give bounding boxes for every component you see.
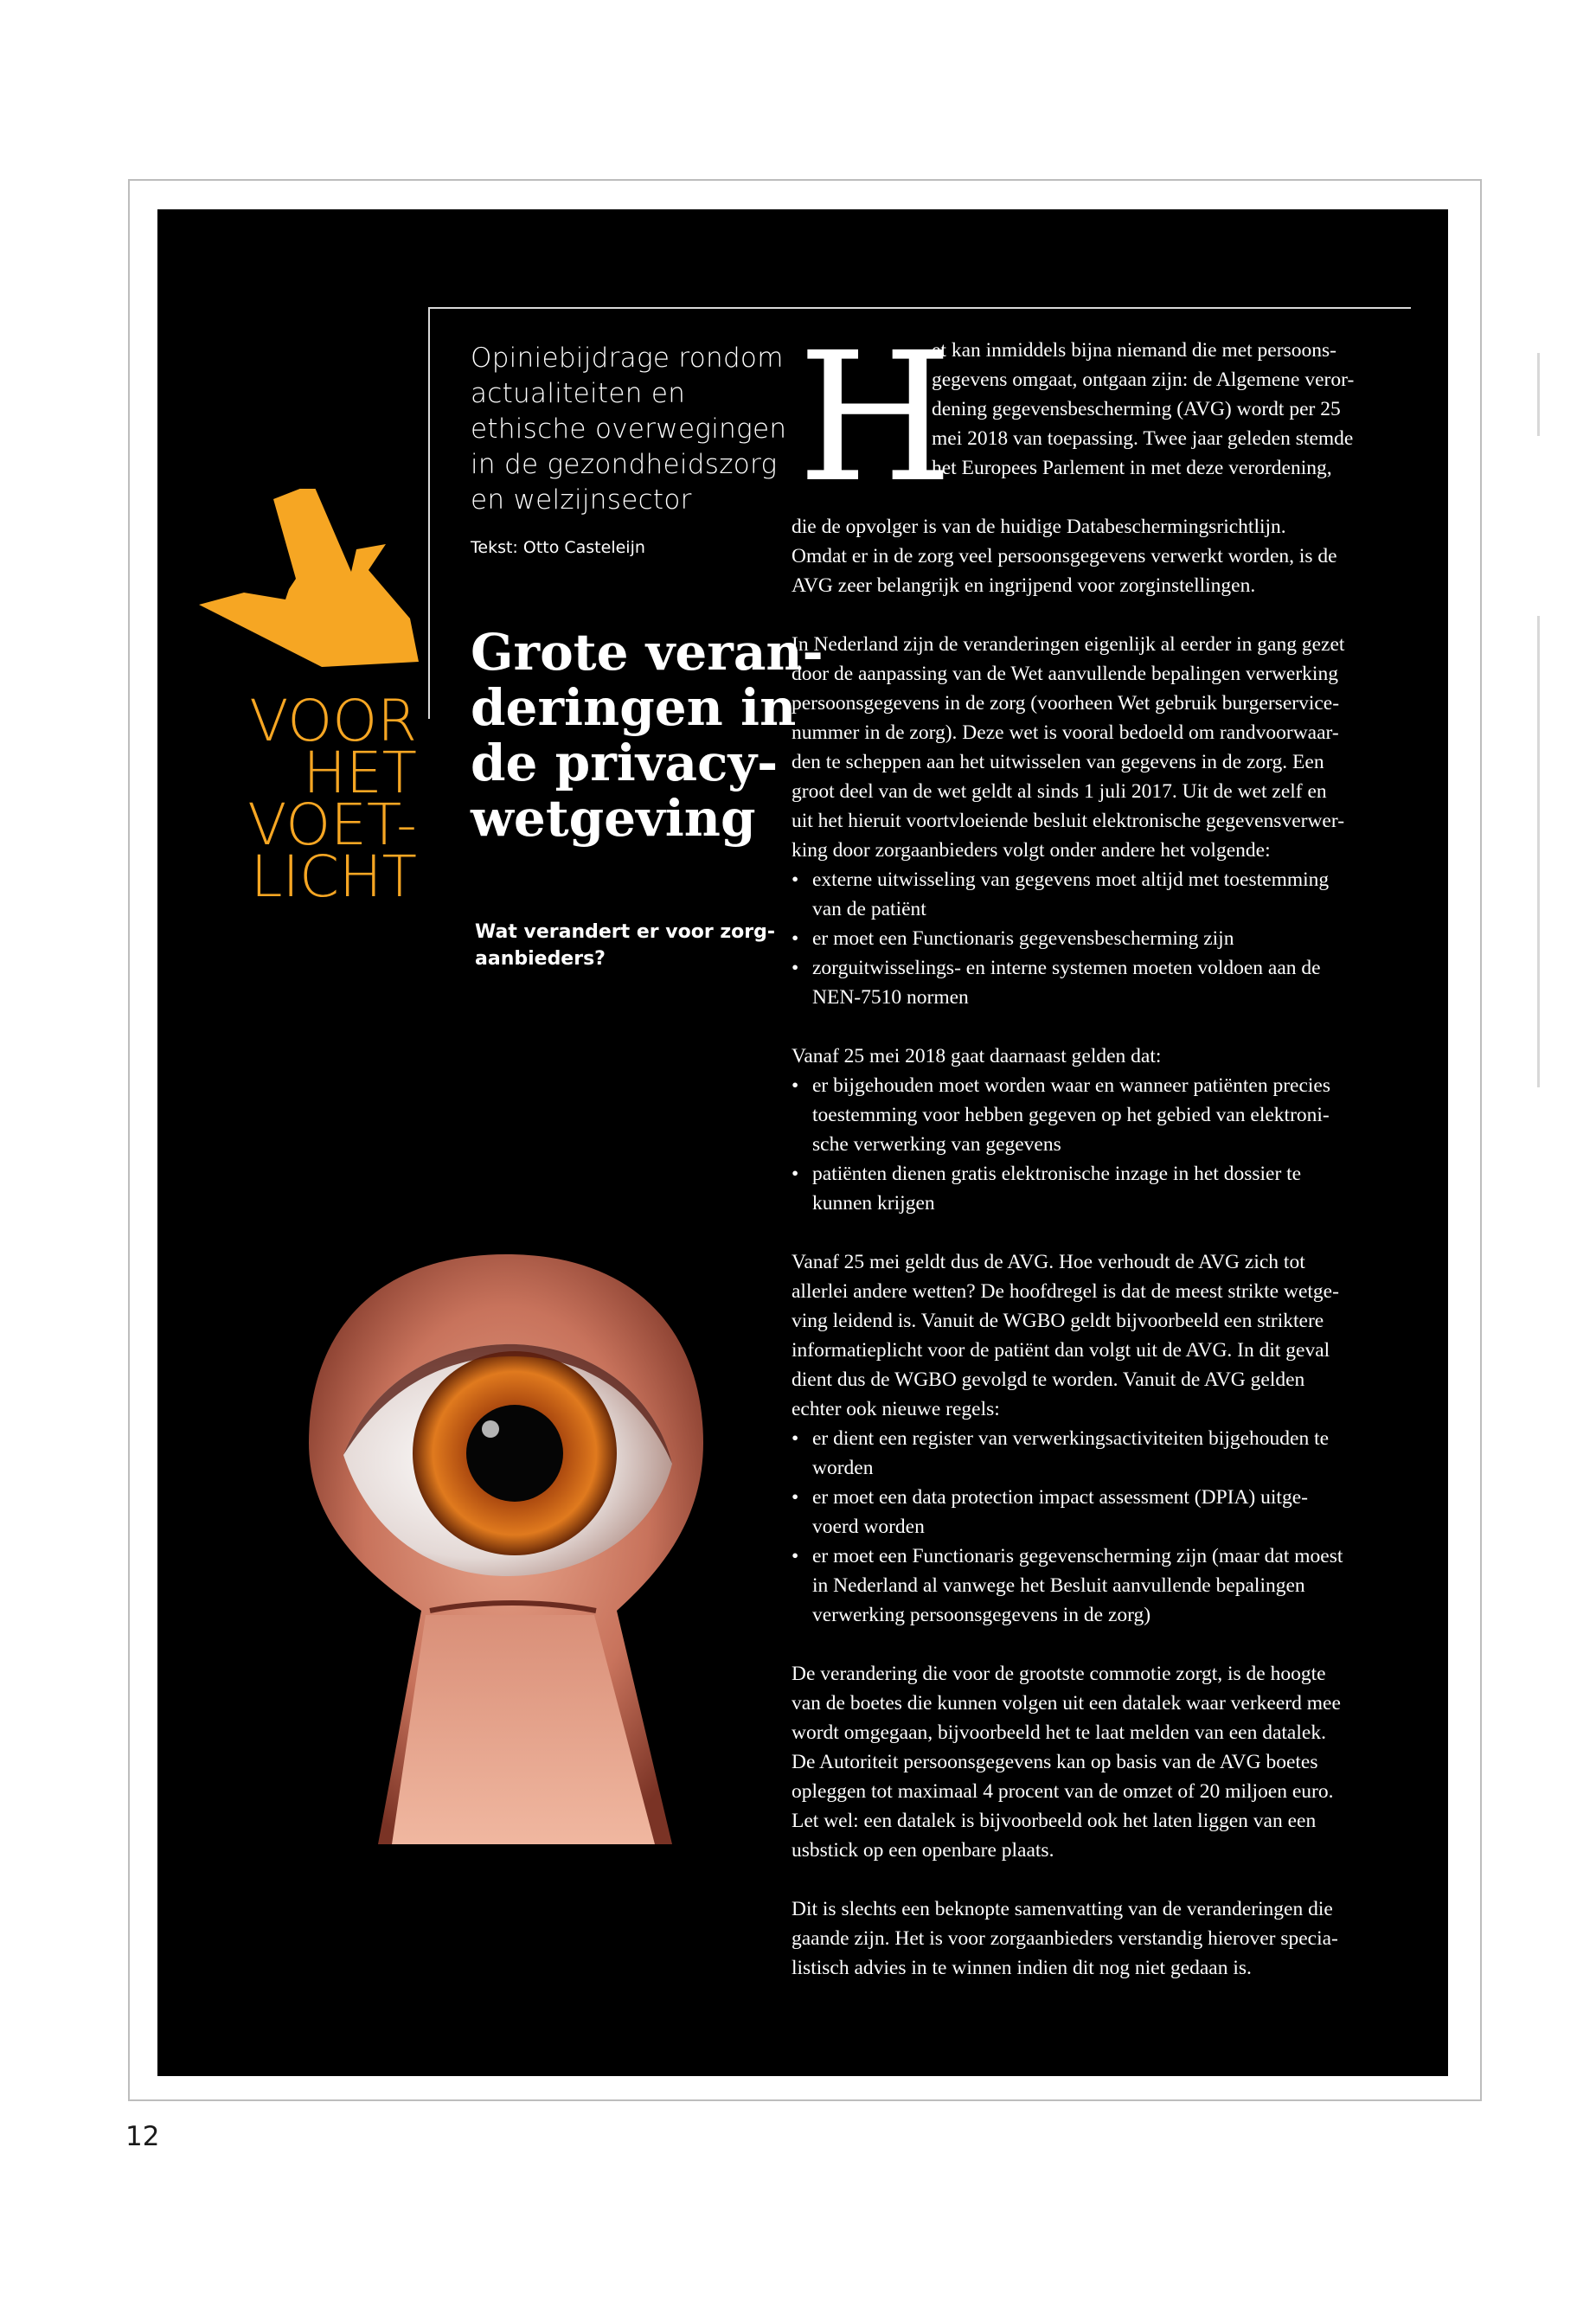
section-label-line: LICHT <box>250 843 417 910</box>
bullet-continuation <box>792 1453 1344 1483</box>
bullet-icon: • <box>792 1074 799 1097</box>
body-line: De verandering die voor de grootste commotie zorgt, is de hoogte <box>792 1663 1326 1685</box>
section-label-line: VOET- <box>247 792 417 858</box>
bullet-text: toestemming voor hebben gegeven op het gebied van elektroni- <box>812 1104 1330 1126</box>
bullet-continuation <box>792 1571 1344 1600</box>
top-rule <box>428 307 1411 309</box>
bullet-item <box>792 1424 1344 1453</box>
section-label-line: VOOR <box>249 688 417 754</box>
bullet-continuation <box>792 894 1344 924</box>
deck <box>471 341 787 518</box>
body-line: Dit is slechts een beknopte samenvatting van de veranderingen die <box>792 1898 1333 1920</box>
deck-line: actualiteiten en <box>471 378 686 409</box>
article-body <box>792 512 1344 1983</box>
keyhole-eye-illustration <box>309 1247 703 1844</box>
body-line: wordt omgegaan, bijvoorbeeld het te laat melden van een datalek. <box>792 1721 1326 1744</box>
bullet-continuation <box>792 1512 1344 1541</box>
drop-cap: H <box>798 314 953 522</box>
bullet-icon: • <box>792 1427 799 1450</box>
bullet-continuation <box>792 983 1344 1012</box>
bullet-text: NEN-7510 normen <box>812 986 969 1009</box>
body-line: echter ook nieuwe regels: <box>792 1398 1000 1420</box>
bullet-icon: • <box>792 1545 799 1567</box>
bullet-icon: • <box>792 1163 799 1185</box>
subhead-line: Wat verandert er voor zorg- <box>475 921 775 943</box>
section-label-line: HET <box>303 740 417 806</box>
bullet-text: er moet een data protection impact assessment (DPIA) uitge- <box>812 1486 1308 1509</box>
deck-line: Opiniebijdrage rondom <box>471 343 784 374</box>
bullet-item <box>792 1483 1344 1512</box>
title-line: Grote veran- <box>471 623 824 682</box>
title-line: de privacy- <box>471 734 779 792</box>
body-line: Vanaf 25 mei geldt dus de AVG. Hoe verhoudt de AVG zich tot <box>792 1251 1305 1273</box>
body-line: allerlei andere wetten? De hoofdregel is dat de meest strikte wetge- <box>792 1280 1339 1303</box>
title-line: wetgeving <box>471 789 756 848</box>
bullet-continuation <box>792 1100 1344 1130</box>
body-line: Omdat er in de zorg veel persoonsgegevens verwerkt worden, is de <box>792 545 1337 567</box>
subhead-line: aanbieders? <box>475 948 606 970</box>
side-rule <box>428 307 430 719</box>
bullet-text: in Nederland al vanwege het Besluit aanvullende bepalingen <box>812 1574 1305 1597</box>
page-number: 12 <box>125 2121 160 2152</box>
bullet-text: er moet een Functionaris gegevensbescherming zijn <box>812 927 1234 950</box>
bullet-item <box>792 1071 1344 1100</box>
body-line: gaande zijn. Het is voor zorgaanbieders verstandig hierover specia- <box>792 1927 1338 1950</box>
arrow-logo-icon <box>199 489 424 670</box>
body-line: gegevens omgaat, ontgaan zijn: de Algemene veror- <box>932 369 1355 391</box>
body-line: dening gegevensbescherming (AVG) wordt per 25 <box>932 398 1341 420</box>
body-line: den te scheppen aan het uitwisselen van gegevens in de zorg. Een <box>792 751 1324 773</box>
body-line: het Europees Parlement in met deze verordening, <box>932 457 1332 479</box>
bullet-item <box>792 924 1344 953</box>
body-line: informatieplicht voor de patiënt dan volgt uit de AVG. In dit geval <box>792 1339 1330 1362</box>
bullet-text: zorguitwisselings- en interne systemen moeten voldoen aan de <box>812 957 1321 979</box>
bullet-text: verwerking persoonsgegevens in de zorg) <box>812 1604 1151 1626</box>
body-line: dient dus de WGBO gevolgd te worden. Vanuit de AVG gelden <box>792 1368 1305 1391</box>
body-line: die de opvolger is van de huidige Databeschermingsrichtlijn. <box>792 516 1286 538</box>
bullet-text: kunnen krijgen <box>812 1192 935 1215</box>
bullet-icon: • <box>792 1486 799 1509</box>
body-line: listisch advies in te winnen indien dit nog niet gedaan is. <box>792 1957 1252 1979</box>
bullet-icon: • <box>792 868 799 891</box>
body-line: opleggen tot maximaal 4 procent van de omzet of 20 miljoen euro. <box>792 1780 1334 1803</box>
body-line: van de boetes die kunnen volgen uit een datalek waar verkeerd mee <box>792 1692 1341 1715</box>
bullet-icon: • <box>792 927 799 950</box>
bullet-text: sche verwerking van gegevens <box>812 1133 1061 1156</box>
bullet-continuation <box>792 1189 1344 1218</box>
bullet-item <box>792 953 1344 983</box>
bullet-text: voerd worden <box>812 1516 925 1538</box>
body-line: usbstick op een openbare plaats. <box>792 1839 1054 1862</box>
bullet-text: van de patiënt <box>812 898 926 920</box>
deck-line: ethische overwegingen <box>471 413 787 445</box>
bullet-text: patiënten dienen gratis elektronische inzage in het dossier te <box>812 1163 1302 1185</box>
paragraph-gap <box>792 1012 1344 1042</box>
intro-lines <box>932 336 1354 483</box>
body-line: door de aanpassing van de Wet aanvullende bepalingen verwerking <box>792 663 1338 685</box>
bullet-item <box>792 1159 1344 1189</box>
title-line: deringen in <box>471 678 797 737</box>
edge-mark <box>1537 353 1540 436</box>
bullet-continuation <box>792 1600 1344 1630</box>
bullet-item <box>792 1541 1344 1571</box>
article-title <box>471 623 824 848</box>
body-line: groot deel van de wet geldt al sinds 1 juli 2017. Uit de wet zelf en <box>792 780 1327 803</box>
body-line: king door zorgaanbieders volgt onder andere het volgende: <box>792 839 1271 862</box>
body-line: uit het hieruit voortvloeiende besluit elektronische gegevensverwer- <box>792 810 1345 832</box>
bullet-text: externe uitwisseling van gegevens moet altijd met toestemming <box>812 868 1330 891</box>
article-panel <box>157 209 1448 2076</box>
section-label <box>227 688 417 910</box>
body-line: mei 2018 van toepassing. Twee jaar geleden stemde <box>932 427 1354 450</box>
bullet-text: er moet een Functionaris gegevenscherming zijn (maar dat moest <box>812 1545 1343 1567</box>
paragraph-gap <box>792 1218 1344 1247</box>
body-line: nummer in de zorg). Deze wet is vooral bedoeld om randvoorwaar- <box>792 721 1339 744</box>
body-line: In Nederland zijn de veranderingen eigenlijk al eerder in gang gezet <box>792 633 1345 656</box>
bullet-continuation <box>792 1130 1344 1159</box>
deck-line: in de gezondheidszorg <box>471 449 778 480</box>
paragraph-gap <box>792 1865 1344 1894</box>
body-line: ving leidend is. Vanuit de WGBO geldt bijvoorbeeld een striktere <box>792 1310 1324 1332</box>
paragraph-gap <box>792 600 1344 630</box>
body-line: et kan inmiddels bijna niemand die met persoons- <box>932 339 1336 362</box>
bullet-icon: • <box>792 957 799 979</box>
bullet-text: er dient een register van verwerkingsactiviteiten bijgehouden te <box>812 1427 1330 1450</box>
body-line: AVG zeer belangrijk en ingrijpend voor zorginstellingen. <box>792 574 1256 597</box>
bullet-text: er bijgehouden moet worden waar en wanneer patiënten precies <box>812 1074 1330 1097</box>
body-line: persoonsgegevens in de zorg (voorheen Wet gebruik burgerservice- <box>792 692 1340 715</box>
deck-line: en welzijnsector <box>471 484 692 516</box>
byline: Tekst: Otto Casteleijn <box>471 538 645 557</box>
body-line: De Autoriteit persoonsgegevens kan op basis van de AVG boetes <box>792 1751 1318 1773</box>
body-line: Let wel: een datalek is bijvoorbeeld ook het laten liggen van een <box>792 1810 1317 1832</box>
subhead <box>475 919 775 972</box>
bullet-text: worden <box>812 1457 874 1479</box>
bullet-item <box>792 865 1344 894</box>
body-line: Vanaf 25 mei 2018 gaat daarnaast gelden dat: <box>792 1045 1162 1067</box>
edge-mark <box>1537 616 1540 1087</box>
paragraph-gap <box>792 1630 1344 1659</box>
